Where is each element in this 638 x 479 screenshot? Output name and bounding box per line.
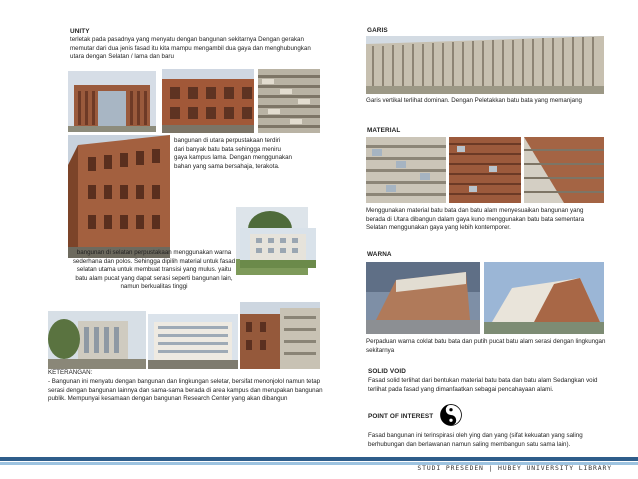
warna-title: WARNA xyxy=(367,251,392,258)
unity-intro: terletak pada pasadnya yang menyatu dengan bangunan sekitarnya Dengan gerakan memutar dari dua jenis fasad itu kita mampu mengambil dua gaya dan menghubungkan utara dengan Selatan / lama dan baru xyxy=(70,36,311,61)
campus-street-photo xyxy=(48,311,146,369)
garis-caption: Garis vertikal terlihat dominan. Dengan Peletakkan batu bata yang memanjang xyxy=(366,97,583,104)
stone-facade-photo xyxy=(258,69,320,133)
brick-building-photo xyxy=(68,71,156,132)
footer-label: STUDI PRESEDEN | HUBEY UNIVERSITY LIBRARY xyxy=(417,464,612,472)
unity-title: UNITY xyxy=(70,28,90,35)
point-of-interest-text: Fasad bangunan ini terinspirasi oleh ying dan yang (sifat kekuatan yang saling berhubungan dan berlawanan namun saling membangun satu sama lain). xyxy=(368,432,583,448)
material-title: MATERIAL xyxy=(367,127,401,134)
north-building-caption: bangunan di utara perpustakaan terdiri dari banyak batu bata sehingga meniru gaya kampus lama. Dengan menggunakan bahan yang sama bersahaja, terakota. xyxy=(174,137,292,170)
brick-tower-photo xyxy=(68,135,170,258)
footer-bar-dark xyxy=(0,457,638,461)
garis-title: GARIS xyxy=(367,27,388,34)
material-caption: Menggunakan material batu bata dan batu alam menyesuaikan bangunan yang berada di Utara dibangun dalam gaya kuno menggunakan batu bata sementara Selatan menggunakan gaya yang lebih kontemporer. xyxy=(366,207,585,232)
material-brick-photo xyxy=(449,137,521,203)
warna-caption: Perpaduan warna coklat batu bata dan putih pucat batu alam serasi dengan lingkungan sekitarnya xyxy=(366,338,606,354)
white-block-photo xyxy=(148,314,238,369)
garis-facade-photo xyxy=(366,36,604,94)
yin-yang-icon xyxy=(440,404,462,426)
keterangan-title: KETERANGAN: xyxy=(48,369,93,376)
point-of-interest-title: POINT OF INTEREST xyxy=(368,413,434,420)
south-building-caption: bangunan di selatan perpustakaan menggunakan warna sederhana dan polos. Sehingga dipilih material untuk fasad selatan utama untuk membuat transisi yang mulus. yaitu batu alam pucat yang dapat serasi seperti bangunan lain, namun berkualitas tinggi xyxy=(72,249,236,291)
keterangan-text: - Bangunan ini menyatu dengan bangunan dan lingkungan seletar, bersifat menonjolol namun tetap serasi dengan bangunan lainnya dan sama-sama berada di area kampus dan merupakan bangunan publik. Mempunyai kesamaan dengan bangunan Research Center yang akan dibangun xyxy=(48,378,323,403)
warna-render-left xyxy=(366,262,480,334)
mixed-facade-photo xyxy=(240,302,320,369)
pale-building-photo xyxy=(240,228,316,268)
solid-void-title: SOLID VOID xyxy=(368,368,406,375)
material-stone-photo xyxy=(366,137,446,203)
warna-render-right xyxy=(484,262,604,334)
brick-facade-photo xyxy=(162,69,254,133)
material-mixed-photo xyxy=(524,137,604,203)
solid-void-text: Fasad solid terlihat dari bentukan material batu bata dan batu alam Sedangkan void terlihat pada fasad yang dimanfaatkan sebagai pencahayaan alami. xyxy=(368,377,598,393)
